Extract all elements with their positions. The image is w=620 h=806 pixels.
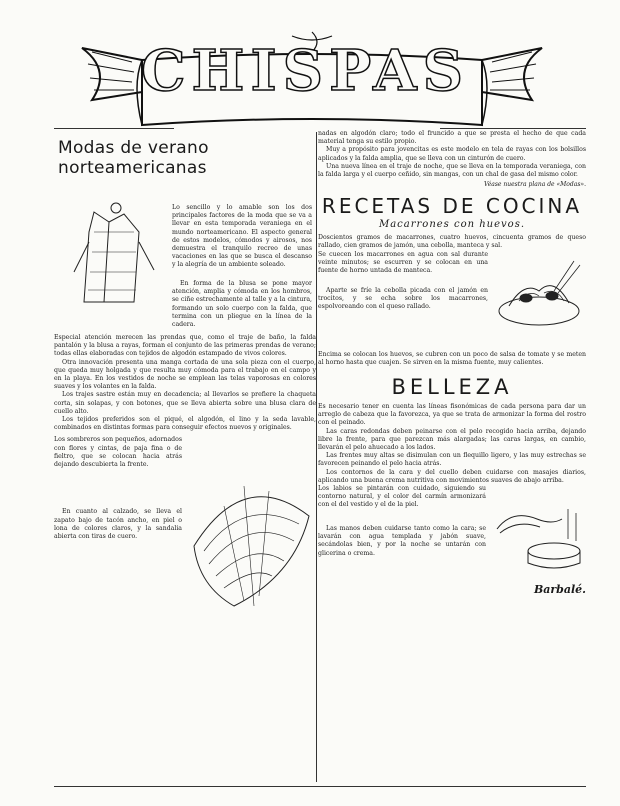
top-rule-right — [440, 128, 586, 129]
intro-paragraph-1: nadas en algodón claro; todo el fruncido a que se presta el hecho de que cada material tenga su estilo propio. — [318, 130, 586, 146]
top-rule-left — [54, 128, 174, 129]
intro-paragraph-3: Una nueva línea en el traje de noche, que se lleva en la temporada veraniega, con la falda larga y el cuerpo ceñido, sin mangas, con un chal de gasa del mismo color. — [318, 162, 586, 179]
fashion-illustration — [64, 202, 174, 312]
beauty-paragraph-5: Los labios se pintarán con cuidado, siguiendo su contorno natural, y el color del carmín armonizará con el del vestido y el de la piel. — [318, 485, 486, 509]
intro-paragraph-2: Muy a propósito para jovencitas es este modelo en tela de rayas con los bolsillos aplicados y la falda amplia, que se lleva con un cinturón de cuero. — [318, 146, 586, 162]
left-column — [54, 138, 316, 636]
recipe-paragraph-1: Doscientos gramos de macarrones, cuatro huevos, cincuenta gramos de queso rallado, cien gramos de jamón, una cebolla, manteca y sal. — [318, 234, 586, 250]
cream-jar-illustration — [492, 489, 586, 573]
paragraph-5: Los trajes sastre están muy en decadencia; al llevarlos se prefiere la chaqueta corta, sin solapas, y con botones, que se lleva abierta sobre una blusa clara de cuello alto. — [54, 391, 316, 415]
bottom-rule — [54, 786, 586, 787]
paragraph-4: Otra innovación presenta una manga cortada de una sola pieza con el cuerpo, que queda muy holgada y que resulta muy cómoda para el trabajo en el campo y en la playa. En los vestidos de noche se emplean las telas vaporosas en colores suaves y los volantes en la falda. — [54, 358, 316, 391]
signature: Barbalé. — [533, 583, 586, 597]
right-column — [318, 130, 586, 596]
recipe-paragraph-2: Se cuecen los macarrones en agua con sal durante veinte minutos; se escurren y se colocan en una fuente de horno untada de manteca. — [318, 250, 488, 275]
paragraph-2: En forma de la blusa se pone mayor atención, amplia y cómoda en los hombros, se ciñe estrechamente al talle y a la cintura, formando un solo cuerpo con la falda, que termina con un pliegue en la línea de la cadera. — [172, 280, 312, 329]
recipe-subtitle: Macarrones con huevos. — [378, 219, 526, 231]
paragraph-8: En cuanto al calzado, se lleva el zapato bajo de tacón ancho, en piel o lona de colores claros, y la sandalia abierta con tiras de cuero. — [54, 508, 182, 541]
beauty-paragraph-1: Es necesario tener en cuenta las líneas fisonómicas de cada persona para dar un arreglo de cabeza que la favorezca, ya que se trata de armonizar la forma del rostro con el peinado. — [318, 403, 586, 427]
beauty-paragraph-6: Las manos deben cuidarse tanto como la cara; se lavarán con agua templada y jabón suave, secándolas bien, y por la noche se untarán con glicerina o crema. — [318, 525, 486, 557]
dish-illustration — [494, 251, 586, 341]
recipe-paragraph-3: Aparte se fríe la cebolla picada con el jamón en trocitos, y se echa sobre los macarrones, espolvoreando con el queso rallado. — [318, 286, 488, 311]
beauty-paragraph-3: Las frentes muy altas se disimulan con un flequillo ligero, y las muy estrechas se favorecen peinando el pelo hacia atrás. — [318, 452, 586, 468]
section-title-belleza: BELLEZA — [391, 375, 513, 400]
recipe-block — [318, 251, 586, 351]
lower-fashion-block — [54, 436, 316, 636]
section-title-moda: Modas de verano norteamericanas — [58, 138, 209, 178]
paragraph-7: Los sombreros son pequeños, adornados con flores y cintas, de paja fina o de fieltro, que se colocan hacia atrás dejando descubierta la frente. — [54, 436, 182, 469]
beauty-paragraph-2: Las caras redondas deben peinarse con el pelo recogido hacia arriba, dejando libre la frente, para que parezcan más alargadas; las caras largas, en cambio, llevarán el pelo ahuecado a los lados. — [318, 427, 586, 452]
fashion-block — [54, 182, 316, 334]
section-title-recetas: RECETAS DE COCINA — [321, 194, 583, 219]
paragraph-3: Especial atención merecen las prendas que, como el traje de baño, la falda pantalón y la blusa a rayas, forman el conjunto de las primeras prendas de verano; todas ellas elaboradas con tejidos de algodón estampado de vivos colores. — [54, 334, 316, 358]
beauty-paragraph-4: Los contornos de la cara y del cuello deben cuidarse con masajes diarios, aplicando una buena crema nutritiva con movimientos suaves de abajo arriba. — [318, 468, 586, 484]
recipe-paragraph-4: Encima se colocan los huevos, se cubren con un poco de salsa de tomate y se meten al horno hasta que cuajen. Se sirven en la misma fuente, muy calientes. — [318, 350, 586, 366]
credit-line: Véase nuestra plana de «Modas». — [483, 181, 586, 189]
paragraph-1: Lo sencillo y lo amable son los dos principales factores de la moda que se va a llevar en esta temporada veraniega en el mundo norteamericano. El aspecto general de estos modelos, cómodos y airosos, nos demuestra el tranquilo recreo de unas vacaciones en las que se busca el descanso y la alegría de un ambiente soleado. — [172, 204, 312, 269]
paragraph-6: Los tejidos preferidos son el piqué, el algodón, el lino y la seda lavable, combinados en distintas formas para conseguir efectos nuevos y originales. — [54, 416, 316, 432]
beauty-block — [318, 485, 586, 581]
page-title: CHISPAS — [140, 38, 470, 104]
column-divider — [316, 132, 317, 782]
umbrella-illustration — [184, 446, 314, 626]
